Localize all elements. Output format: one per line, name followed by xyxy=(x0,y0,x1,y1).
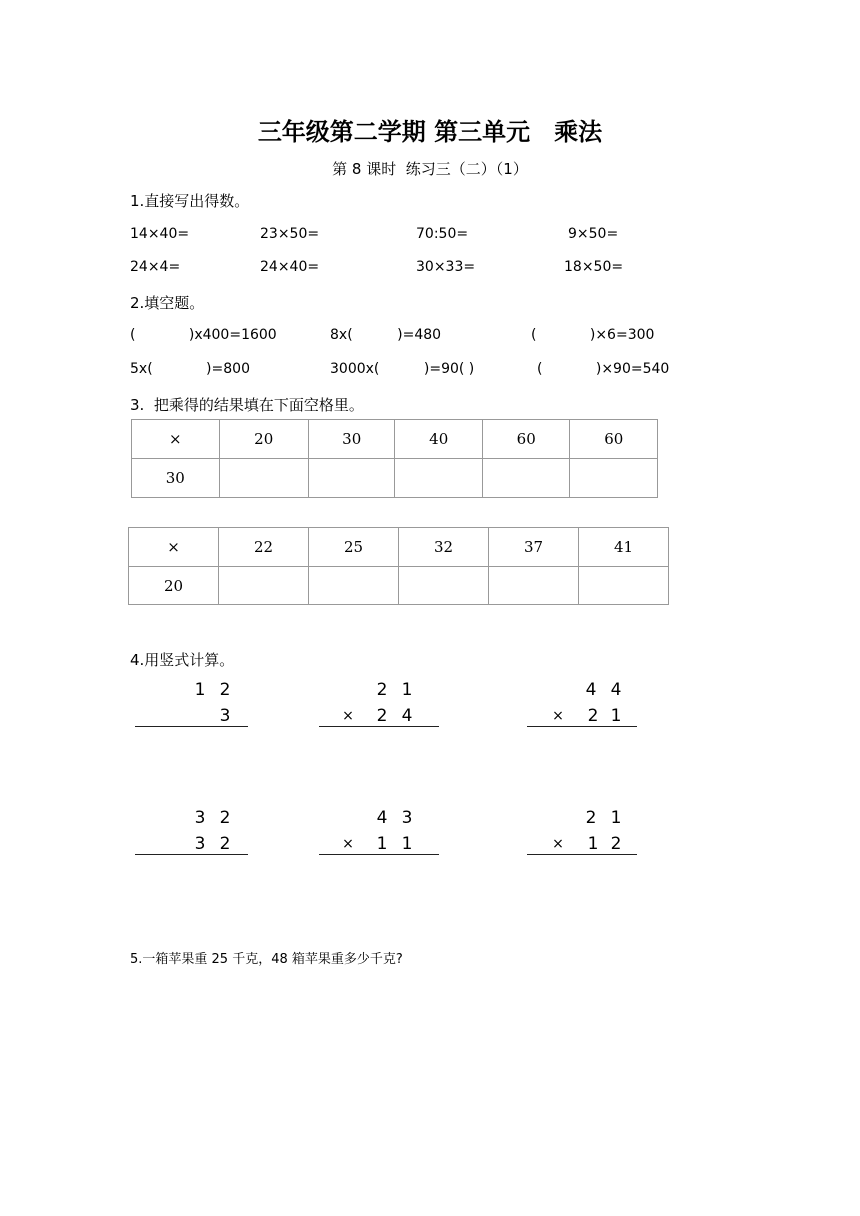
q4-heading: 4.用竖式计算。 xyxy=(130,651,235,669)
table-header-cell: 20 xyxy=(219,420,308,459)
table-header-cell: 40 xyxy=(395,420,483,459)
calc-line xyxy=(319,726,439,727)
digit: 4 xyxy=(585,680,597,700)
digit: 2 xyxy=(585,808,597,828)
calc-line xyxy=(527,726,637,727)
vertical-calc-1 xyxy=(135,680,250,730)
answer-cell[interactable] xyxy=(219,567,309,605)
q2-item: 8x( )=480 xyxy=(330,327,442,343)
digit: 1 xyxy=(610,706,622,726)
times-sign: × xyxy=(342,836,354,852)
table-row-label: 30 xyxy=(132,459,220,498)
page-title: 三年级第二学期 第三单元 乘法 xyxy=(257,118,603,146)
q2-item: 5x( )=800 xyxy=(130,361,250,377)
calc-line xyxy=(319,854,439,855)
digit: 2 xyxy=(587,706,599,726)
calc-line xyxy=(135,854,248,855)
answer-cell[interactable] xyxy=(399,567,489,605)
digit: 1 xyxy=(401,680,413,700)
table-header-cell: 32 xyxy=(399,528,489,567)
table-row-label: 20 xyxy=(129,567,219,605)
table-header-cell: 22 xyxy=(219,528,309,567)
digit: 3 xyxy=(401,808,413,828)
answer-cell[interactable] xyxy=(219,459,308,498)
q2-heading: 2.填空题。 xyxy=(130,294,205,312)
page-subtitle: 第 8 课时 练习三（二）（1） xyxy=(332,160,528,178)
table-header-cell: 30 xyxy=(308,420,395,459)
vertical-calc-2 xyxy=(319,680,441,730)
answer-cell[interactable] xyxy=(395,459,483,498)
digit: 1 xyxy=(610,808,622,828)
calc-line xyxy=(527,854,637,855)
table-header-cell: 60 xyxy=(570,420,658,459)
q1-item: 70:50= xyxy=(416,226,469,242)
digit: 2 xyxy=(219,808,231,828)
answer-cell[interactable] xyxy=(308,459,395,498)
vertical-calc-5 xyxy=(319,808,441,858)
q1-item: 30×33= xyxy=(416,259,476,275)
digit: 1 xyxy=(194,680,206,700)
q1-item: 24×4= xyxy=(130,259,181,275)
q2-item: 3000x( )=90( ) xyxy=(330,361,475,377)
q1-item: 24×40= xyxy=(260,259,320,275)
q3-heading: 3. 把乘得的结果填在下面空格里。 xyxy=(130,396,364,414)
q2-item: ( )×6=300 xyxy=(531,327,655,343)
digit: 2 xyxy=(219,834,231,854)
digit: 4 xyxy=(401,706,413,726)
digit: 3 xyxy=(219,706,231,726)
table-header-cell: 41 xyxy=(579,528,669,567)
vertical-calc-6 xyxy=(527,808,639,858)
q2-item: ( )x400=1600 xyxy=(130,327,277,343)
table-header-cell: × xyxy=(129,528,219,567)
digit: 2 xyxy=(219,680,231,700)
digit: 1 xyxy=(401,834,413,854)
answer-cell[interactable] xyxy=(579,567,669,605)
multiplication-table-2 xyxy=(128,527,669,605)
times-sign: × xyxy=(552,708,564,724)
digit: 1 xyxy=(376,834,388,854)
digit: 4 xyxy=(610,680,622,700)
q1-heading: 1.直接写出得数。 xyxy=(130,192,250,210)
vertical-calc-3 xyxy=(527,680,639,730)
table-header-cell: 25 xyxy=(309,528,399,567)
digit: 2 xyxy=(376,680,388,700)
table-header-cell: 37 xyxy=(489,528,579,567)
answer-cell[interactable] xyxy=(570,459,658,498)
q2-item: ( )×90=540 xyxy=(537,361,670,377)
table-header-cell: × xyxy=(132,420,220,459)
answer-cell[interactable] xyxy=(489,567,579,605)
q1-item: 23×50= xyxy=(260,226,320,242)
q5-heading: 5.一箱苹果重 25 千克，48 箱苹果重多少千克? xyxy=(130,952,403,967)
q1-item: 9×50= xyxy=(568,226,619,242)
times-sign: × xyxy=(342,708,354,724)
multiplication-table-1 xyxy=(131,419,658,498)
digit: 3 xyxy=(194,834,206,854)
answer-cell[interactable] xyxy=(309,567,399,605)
table-header-cell: 60 xyxy=(482,420,570,459)
digit: 2 xyxy=(376,706,388,726)
answer-cell[interactable] xyxy=(482,459,570,498)
vertical-calc-4 xyxy=(135,808,250,858)
calc-line xyxy=(135,726,248,727)
q1-item: 14×40= xyxy=(130,226,190,242)
digit: 4 xyxy=(376,808,388,828)
times-sign: × xyxy=(552,836,564,852)
digit: 3 xyxy=(194,808,206,828)
digit: 2 xyxy=(610,834,622,854)
q1-item: 18×50= xyxy=(564,259,624,275)
digit: 1 xyxy=(587,834,599,854)
